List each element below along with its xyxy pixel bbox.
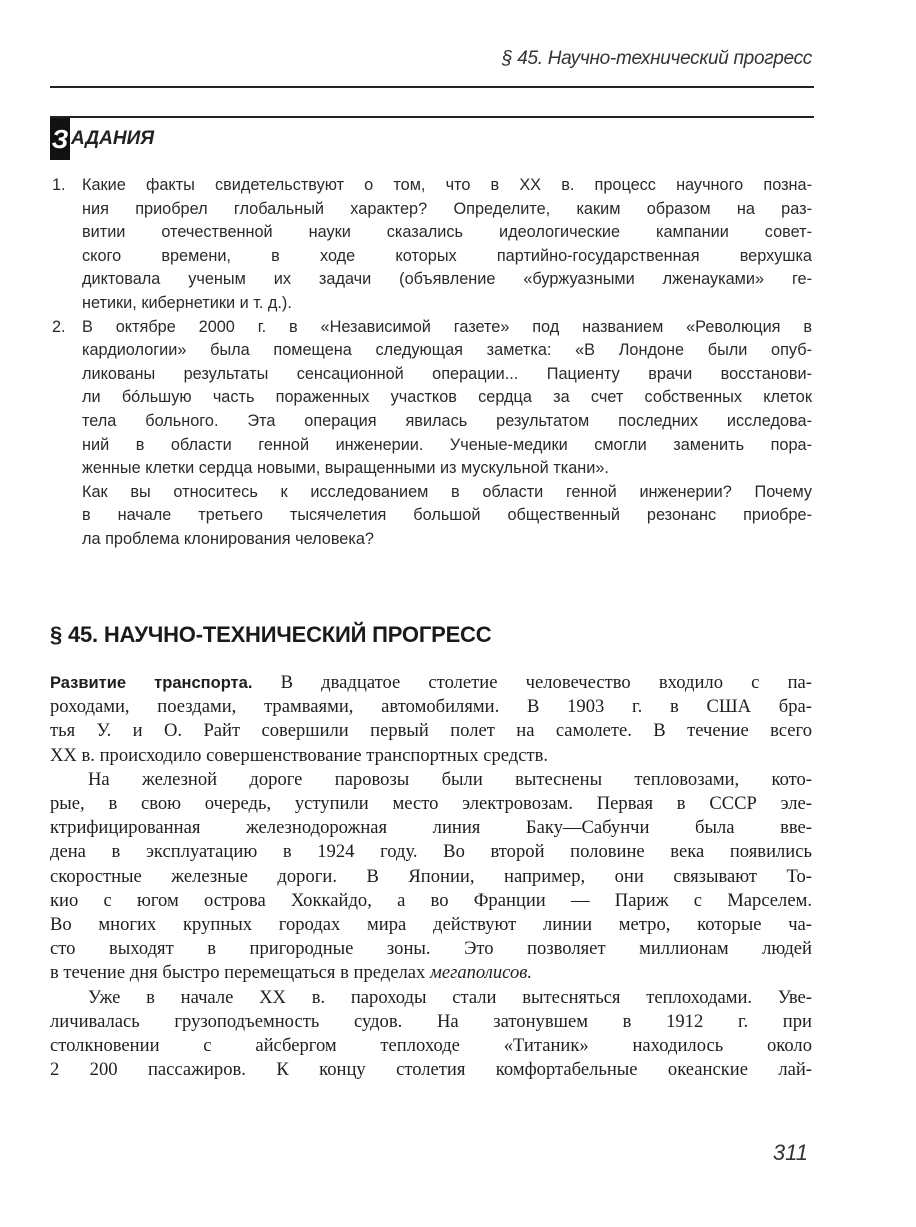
body-line	[50, 672, 812, 694]
body-line	[50, 1059, 812, 1081]
task-line: витии отечественной науки сказались идеологические кампании совет-	[82, 223, 812, 242]
body-line	[50, 962, 812, 984]
body-text: кио с югом острова Хоккайдо, а во Франции — Париж с Марселем.	[50, 889, 812, 911]
body-line	[50, 817, 812, 839]
task-line: женные клетки сердца новыми, выращенными из мускульной ткани».	[82, 459, 609, 478]
body-text: роходами, поездами, трамваями, автомобилями. В 1903 г. в США бра-	[50, 696, 812, 718]
emphasized-term: мегаполисов.	[429, 962, 532, 984]
task-line: ского времени, в ходе которых партийно-государственная верхушка	[82, 246, 812, 265]
page-number: 311	[772, 1140, 808, 1165]
task-line: ний в области генной инженерии. Ученые-медики смогли заменить пора-	[82, 435, 812, 454]
tasks-rule	[50, 116, 814, 118]
task-line: тела больного. Эта операция явилась результатом последних исследова-	[82, 412, 812, 430]
task-line: кардиологии» была помещена следующая заметка: «В Лондоне были опуб-	[82, 341, 812, 360]
task-line: ликованы результаты сенсационной операции... Пациенту врачи восстанови-	[82, 364, 812, 383]
body-line	[50, 720, 812, 742]
body-line	[50, 745, 812, 767]
body-text: дена в эксплуатацию в 1924 году. Во второй половине века появились	[50, 841, 812, 863]
body-text: столкновении с айсбергом теплоходе «Титаник» находилось около	[50, 1035, 812, 1056]
subheading: Развитие транспорта.	[50, 674, 253, 692]
body-text: 2 200 пассажиров. К концу столетия комфортабельные океанские лай-	[50, 1059, 812, 1081]
task-number: 2.	[52, 317, 66, 336]
tasks-title-initial: З	[50, 118, 70, 160]
body-text: скоростные железные дороги. В Японии, например, они связывают То-	[50, 865, 812, 887]
body-text: ктрифицированная железнодорожная линия Баку—Сабунчи была вве-	[50, 817, 812, 839]
task-line: ли бóльшую часть пораженных участков сердца за счет собственных клеток	[82, 388, 812, 407]
body-text: личивалась грузоподъемность судов. На затонувшем в 1912 г. при	[50, 1010, 812, 1032]
body-text: сто выходят в пригородные зоны. Это позволяет миллионам людей	[50, 938, 812, 960]
task-line: ния приобрел глобальный характер? Определите, каким образом на раз-	[82, 199, 812, 218]
body-line	[50, 890, 812, 912]
task-line: Как вы относитесь к исследованием в области генной инженерии? Почему	[82, 482, 812, 501]
section-title: § 45. НАУЧНО-ТЕХНИЧЕСКИЙ ПРОГРЕСС	[50, 622, 492, 647]
body-line	[88, 987, 812, 1009]
body-text: XX в. происходило совершенствование транспортных средств.	[50, 744, 549, 766]
body-line	[50, 696, 812, 718]
tasks-title: АДАНИЯ	[71, 128, 155, 149]
body-line	[50, 793, 812, 815]
body-line	[50, 1035, 812, 1057]
body-line	[50, 841, 812, 863]
task-number: 1.	[52, 176, 66, 194]
body-text: Уже в начале XX в. пароходы стали вытесняться теплоходами. Уве-	[88, 986, 812, 1008]
body-text: тья У. и О. Райт совершили первый полет на самолете. В течение всего	[50, 720, 812, 742]
body-line	[50, 1011, 812, 1033]
body-line	[50, 938, 812, 960]
body-text: На железной дороге паровозы были вытеснены тепловозами, кото-	[88, 768, 812, 790]
body-line	[50, 914, 812, 936]
task-line: В октябре 2000 г. в «Независимой газете» под названием «Революция в	[82, 317, 812, 336]
body-line	[88, 769, 812, 791]
body-text: Во многих крупных городах мира действуют линии метро, которые ча-	[50, 914, 812, 935]
running-header: § 45. Научно-технический прогресс	[501, 48, 812, 69]
task-line: ла проблема клонирования человека?	[82, 530, 374, 548]
body-text: в течение дня быстро перемещаться в пределах	[50, 962, 430, 984]
task-line: в начале третьего тысячелетия большой общественный резонанс приобре-	[82, 506, 812, 525]
body-text: рые, в свою очередь, уступили место электровозам. Первая в СССР эле-	[50, 793, 812, 814]
header-rule	[50, 86, 814, 88]
task-line: Какие факты свидетельствуют о том, что в XX в. процесс научного позна-	[82, 176, 812, 194]
task-line: диктовала ученым их задачи (объявление «буржуазными лженауками» ге-	[82, 270, 812, 289]
task-line: нетики, кибернетики и т. д.).	[82, 294, 292, 312]
body-line	[50, 866, 812, 888]
body-text: В двадцатое столетие человечество входило с па-	[252, 672, 812, 693]
